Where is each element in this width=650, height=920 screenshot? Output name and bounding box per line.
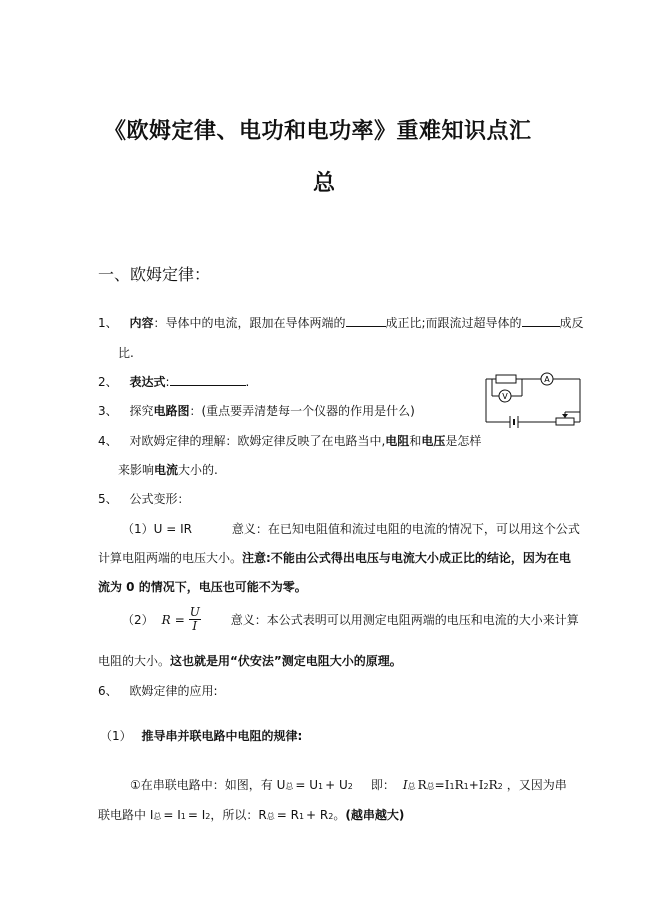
sub-1: 1 — [318, 782, 324, 791]
formula-1-line-2 — [98, 549, 571, 566]
formula-1-prefix: （1）U = IR — [122, 522, 192, 536]
item-4-text-c: 是怎样 — [445, 434, 482, 448]
voltmeter-icon — [499, 390, 511, 402]
series-line2-e: = R — [276, 808, 299, 822]
sub-item-1-number: （1） — [100, 729, 132, 743]
item-4 — [98, 432, 481, 449]
section-heading-ohms-law: 一、欧姆定律： — [98, 265, 211, 284]
formula-1-line — [122, 520, 580, 537]
formula-2-denominator: I — [192, 619, 198, 633]
formula-2-line-2 — [98, 652, 402, 669]
formula-2-line — [122, 606, 579, 633]
item-1-blank-1 — [346, 314, 386, 327]
formula-1-meaning: 意义：在已知电阻值和流过电阻的电流的情况下，可以用这个公式 — [231, 522, 580, 536]
line2-sub-1a: 1 — [180, 812, 186, 821]
formula-1-note: 注意:不能由公式得出电压与电流大小成正比的结论，因为在电 — [242, 551, 571, 565]
series-line2-d: ，所以：R — [210, 808, 267, 822]
page-title-line1: 《欧姆定律、电功和电功率》重难知识点汇 — [104, 119, 532, 144]
eq-r-total: R — [417, 778, 427, 792]
series-text-b: = U — [295, 778, 319, 792]
eq-rest: =I — [434, 778, 450, 792]
sub-total: 总 — [285, 782, 294, 791]
item-2 — [98, 373, 249, 390]
voltmeter-label: V — [502, 392, 508, 401]
series-line2-a: 联电路中 I — [98, 808, 154, 822]
item-3-text-a: 探究 — [129, 404, 154, 418]
rheostat-icon — [556, 418, 574, 425]
item-6 — [98, 682, 218, 699]
item-4-bold-current: 电流 — [154, 463, 179, 477]
series-circuit-line-1: ①在串联电路中：如图，有 U 总 = U 1 + U 2 即： I 总 R 总 =I 1 R 1 +I 2 R 2 ，又因为串 — [130, 778, 567, 792]
item-1-number: 1、 — [98, 316, 118, 330]
series-line2-g: 。 — [333, 808, 346, 822]
item-1-continuation: 比. — [118, 346, 134, 360]
item-1-text-a: ：导体中的电流，跟加在导体两端的 — [153, 316, 346, 330]
line2-sub-1b: 1 — [298, 812, 305, 821]
line2-sub-2b: 2 — [328, 812, 334, 821]
circuit-diagram — [470, 370, 586, 432]
item-4-number: 4、 — [98, 434, 118, 448]
item-4-continuation — [118, 461, 218, 478]
item-1-text-c: 成反 — [559, 316, 584, 330]
formula-2-prefix: （2） — [122, 613, 154, 627]
item-3-number: 3、 — [98, 404, 118, 418]
eq-sub-1b: 1 — [463, 782, 469, 791]
series-text-e: ，又因为串 — [506, 778, 567, 792]
item-4-cont-a: 来影响 — [118, 463, 155, 477]
formula-2-line-2-a: 电阻的大小。 — [98, 654, 171, 668]
formula-1-line-3: 流为 0 的情况下，电压也可能不为零。 — [98, 580, 307, 594]
eq-sub-total-1: 总 — [407, 782, 416, 791]
item-3 — [98, 402, 415, 419]
eq-sub-total-2: 总 — [426, 782, 435, 791]
item-2-end: . — [245, 375, 250, 389]
item-2-blank — [170, 373, 246, 386]
item-5 — [98, 490, 189, 507]
item-3-label: 电路图 — [153, 404, 190, 418]
page-title-line2: 总 — [313, 171, 336, 196]
item-1-label: 内容 — [129, 316, 154, 330]
item-2-label: 表达式 — [129, 375, 166, 389]
series-circuit-line-2 — [98, 806, 404, 823]
sub-item-1 — [100, 727, 302, 744]
line2-sub-2a: 2 — [205, 812, 211, 821]
formula-2-fraction — [189, 606, 201, 633]
series-line2-c: = I — [187, 808, 206, 822]
sub-item-1-text: 推导串并联电路中电阻的规律: — [141, 729, 303, 743]
item-4-bold-voltage: 电压 — [421, 434, 446, 448]
formula-2-numerator: U — [189, 605, 200, 619]
formula-2-meaning: 意义：本公式表明可以用测定电阻两端的电压和电流的大小来计算 — [230, 613, 579, 627]
formula-1-line-2-a: 计算电阻两端的电压大小。 — [98, 551, 243, 565]
item-4-cont-b: 大小的. — [178, 463, 218, 477]
line2-sub-total-2: 总 — [266, 812, 275, 821]
item-1-blank-2 — [522, 314, 560, 327]
line2-sub-total-1: 总 — [153, 812, 162, 821]
formula-2-principle: 这也就是用“伏安法”测定电阻大小的原理。 — [170, 654, 402, 668]
item-5-text: 公式变形： — [129, 492, 190, 506]
eq-sub-2a: 2 — [483, 782, 489, 791]
eq-sub-2b: 2 — [497, 782, 503, 791]
item-4-text-a: 对欧姆定律的理解：欧姆定律反映了在电路当中, — [129, 434, 386, 448]
item-6-text: 欧姆定律的应用: — [129, 684, 218, 698]
ammeter-label: A — [544, 375, 550, 384]
item-3-text-b: ：(重点要弄清楚每一个仪器的作用是什么) — [189, 404, 415, 418]
series-text-c: + U — [325, 778, 348, 792]
formula-2-lhs: R — [161, 612, 171, 627]
item-1-text-b: 成正比;而跟流过超导体的 — [385, 316, 522, 330]
series-line2-b: = I — [163, 808, 181, 822]
item-2-number: 2、 — [98, 375, 118, 389]
eq-sub-1a: 1 — [449, 782, 455, 791]
item-4-bold-resistance: 电阻 — [385, 434, 410, 448]
item-2-text: : — [165, 375, 170, 389]
ammeter-icon — [541, 373, 553, 385]
eq-i-total: I — [402, 778, 408, 792]
item-5-number: 5、 — [98, 492, 118, 506]
sub-2: 2 — [347, 782, 353, 791]
formula-2-eq: = — [174, 612, 185, 627]
item-4-text-b: 和 — [409, 434, 422, 448]
series-line2-f: + R — [306, 808, 329, 822]
item-6-number: 6、 — [98, 684, 118, 698]
resistor-icon — [496, 375, 516, 383]
series-text-d: 即： — [370, 778, 395, 792]
item-1 — [98, 314, 584, 331]
series-conclusion: (越串越大) — [345, 808, 405, 822]
series-text-a: ①在串联电路中：如图，有 U — [130, 778, 286, 792]
